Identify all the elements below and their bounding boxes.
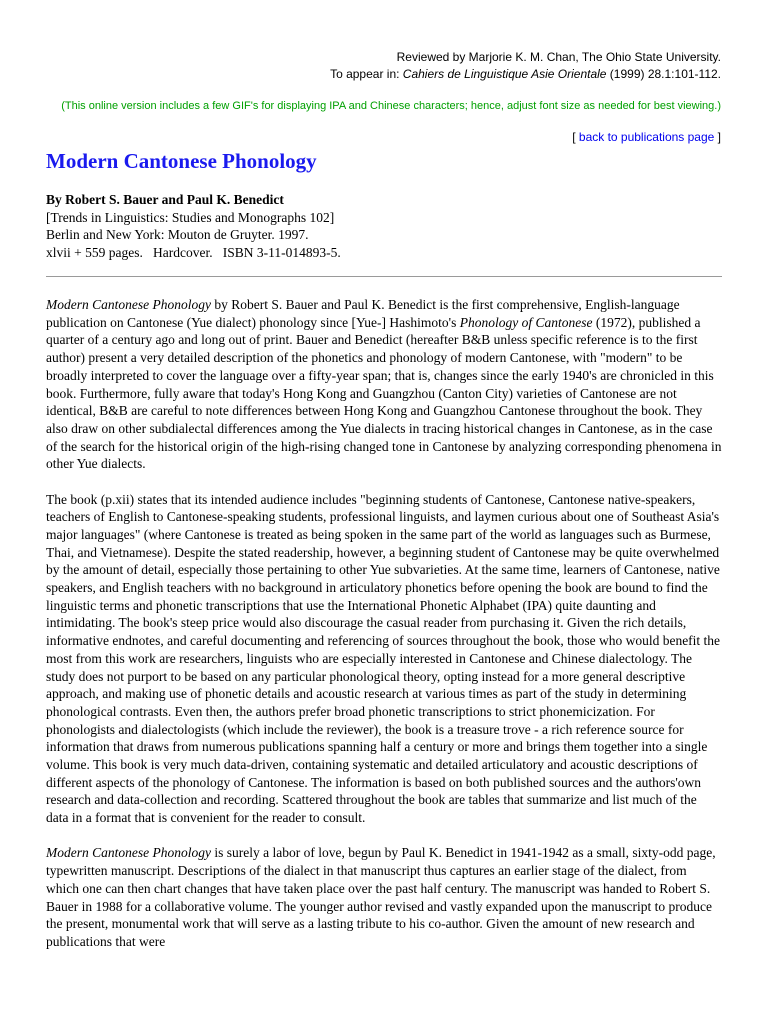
paragraph-text: by Robert S. Bauer and Paul K. Benedict is the first comprehensive, English-language publication on Cantonese (Yue dialect) phonology since [Yue-] Hashimoto's — [46, 297, 680, 330]
journal-name: Cahiers de Linguistique Asie Orientale — [402, 67, 607, 81]
cited-title-italic: Phonology of Cantonese — [459, 314, 593, 330]
publication-line — [330, 66, 721, 83]
page-title: Modern Cantonese Phonology — [46, 149, 317, 173]
open-bracket: [ — [572, 130, 579, 144]
online-version-note: (This online version includes a few GIF's for displaying IPA and Chinese characters; hence, adjust font size as needed for best viewing.) — [61, 100, 721, 112]
paragraph-text: is surely a labor of love, begun by Paul K. Benedict in 1941-1942 as a small, sixty-odd page, typewritten manuscript. Descriptions of the dialect in that manuscript thus captures an earlier stage of the dialect, from which one can then chart changes that have taken place over the past half century. The manuscript was handed to Robert S. Bauer in 1988 for a collaborative volume. The younger author revised and vastly expanded upon the manuscript to produce the present, monumental work that will serve as a lasting tribute to his co-author. Given the amount of new research and publications that were — [46, 845, 716, 949]
book-series: [Trends in Linguistics: Studies and Monographs 102] — [46, 209, 335, 225]
book-details: xlvii + 559 pages. Hardcover. ISBN 3-11-014893-5. — [46, 244, 341, 260]
paragraph-1 — [46, 296, 722, 473]
paragraph-text: (1972), published a quarter of a century ago and long out of print. Bauer and Benedict (hereafter B&B unless specific reference is to the first author) present a very detailed description of the phonetics and phonology of modern Cantonese, with "modern" to be broadly interpreted to cover the language over a fifty-year span; that is, changes since the early 1940's are chronicled in this book. Furthermore, fully aware that today's Hong Kong and Guangzhou (Canton City) varieties of Cantonese are not identical, B&B are careful to note differences between Hong Kong and Guangzhou Cantonese throughout the book. They also draw on other subdialectal differences among the Yue dialects in tracing historical changes in Cantonese, as in the case of the search for the historical origin of the high-rising changed tone in Cantonese by analyzing corresponding phenomena in other Yue dialects. — [46, 314, 722, 472]
divider — [46, 276, 722, 277]
book-publisher: Berlin and New York: Mouton de Gruyter. 1997. — [46, 227, 309, 242]
book-title-italic: Modern Cantonese Phonology — [46, 845, 211, 861]
paragraph-2: The book (p.xii) states that its intended audience includes "beginning students of Cantonese, Cantonese native-speakers, teachers of English to Cantonese-speaking students, professional linguists, and laymen curious about one of Southeast Asia's major languages" (where Cantonese is treated as being spoken in the same part of the world as languages such as Burmese, Thai, and Vietnamese). Despite the stated readership, however, a beginning student of Cantonese may be quite overwhelmed by the amount of detail, especially those pertaining to other Yue subvarieties. At the same time, learners of Cantonese, native speakers, and English teachers with no background in articulatory phonetics before opening the book are bound to find the linguistic terms and phonetic transcriptions that use the International Phonetic Alphabet (IPA) quite daunting and intimidating. The book's steep price would also discourage the casual reader from purchasing it. Given the rich details, informative endnotes, and careful documenting and referencing of sources throughout the book, those who would benefit the most from this work are researchers, linguists who are especially interested in Cantonese and Chinese dialectology. The study does not purport to be based on any particular phonological theory, opting instead for a more general descriptive approach, and making use of phonetic details and acoustic research at various times as part of the study in determining phonological contrasts. Even then, the authors prefer broad phonetic transcriptions to strict phonemicization. For phonologists and dialectologists (which include the reviewer), the book is a treasure trove - a rich reference source for information that draws from numerous publications spanning half a century or more and brings them together into a single volume. This book is very much data-driven, containing systematic and detailed articulatory and acoustic descriptions of different aspects of the phonology of Cantonese. The information is based on both published sources and the authors'own research and data-collection and recording. Scattered throughout the book are tables that summarize and list much of the data in a format that is convenient for the reader to consult. — [46, 491, 721, 826]
back-to-publications-link[interactable]: back to publications page — [578, 130, 715, 144]
book-authors: By Robert S. Bauer and Paul K. Benedict — [46, 192, 284, 207]
appear-prefix: To appear in: — [330, 67, 403, 81]
close-bracket: ] — [714, 130, 721, 144]
book-title-italic: Modern Cantonese Phonology — [46, 297, 211, 312]
back-nav — [572, 129, 721, 146]
paragraph-3 — [46, 844, 722, 950]
review-body — [46, 296, 722, 968]
review-credits — [330, 49, 721, 83]
reviewer-line: Reviewed by Marjorie K. M. Chan, The Ohio State University. — [396, 50, 721, 64]
bibliographic-info — [46, 191, 726, 261]
citation: (1999) 28.1:101-112. — [606, 67, 721, 81]
